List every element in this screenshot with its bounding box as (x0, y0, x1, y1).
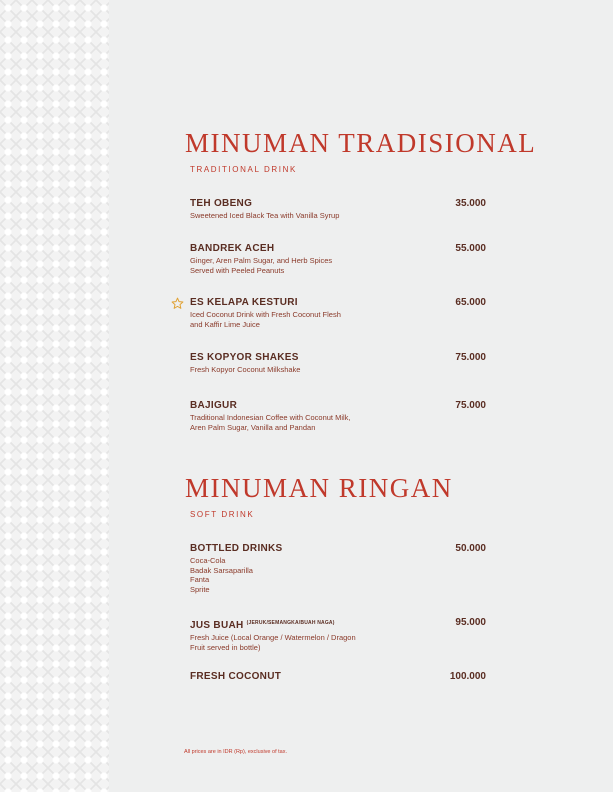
menu-item-bajigur (190, 400, 490, 432)
item-description (190, 211, 490, 221)
menu-item-jus-buah (190, 617, 490, 652)
item-price: 75.000 (455, 400, 486, 411)
item-description-line: Fresh Juice (Local Orange / Watermelon / Dragon (190, 633, 356, 642)
item-name: JUS BUAH (190, 620, 244, 631)
item-description (190, 365, 490, 375)
item-name-row (190, 617, 490, 632)
section-subtitle-traditional: TRADITIONAL DRINK (190, 165, 297, 174)
star-outline-icon (171, 297, 184, 310)
item-name: BANDREK ACEH (190, 243, 275, 254)
item-name: BAJIGUR (190, 400, 238, 411)
section-subtitle-soft-drink: SOFT DRINK (190, 510, 255, 519)
menu-item-bandrek-aceh (190, 243, 490, 275)
menu-item-es-kelapa-kesturi (190, 297, 490, 329)
menu-item-bottled-drinks (190, 543, 490, 594)
item-price: 75.000 (455, 352, 486, 363)
item-name: ES KOPYOR SHAKES (190, 352, 299, 363)
price-footnote: All prices are in IDR (Rp), exclusive of tax. (184, 749, 288, 755)
item-price: 65.000 (455, 297, 486, 308)
item-name-note: (JERUK/SEMANGKA/BUAH NAGA) (246, 620, 335, 626)
item-description-line: Aren Palm Sugar, Vanilla and Pandan (190, 422, 316, 432)
item-description-line: Coca-Cola (190, 556, 226, 565)
item-description-line: and Kaffir Lime Juice (190, 319, 260, 329)
item-name: FRESH COCONUT (190, 671, 282, 682)
item-name: ES KELAPA KESTURI (190, 297, 298, 308)
item-description (190, 256, 490, 275)
item-description-line: Sprite (190, 584, 210, 594)
item-description-line: Ginger, Aren Palm Sugar, and Herb Spices (190, 256, 333, 265)
menu-item-teh-obeng (190, 198, 490, 221)
item-price: 50.000 (455, 543, 486, 554)
item-description-line: Iced Coconut Drink with Fresh Coconut Flesh (190, 310, 341, 319)
item-price: 95.000 (455, 617, 486, 628)
item-description-line: Traditional Indonesian Coffee with Coconut Milk, (190, 413, 351, 422)
menu-item-es-kopyor-shakes (190, 352, 490, 375)
item-description-line: Fresh Kopyor Coconut Milkshake (190, 365, 301, 374)
item-name: TEH OBENG (190, 198, 253, 209)
item-price: 55.000 (455, 243, 486, 254)
item-description (190, 310, 490, 329)
item-description-line: Served with Peeled Peanuts (190, 265, 285, 275)
menu-item-fresh-coconut (190, 671, 490, 683)
item-description (190, 556, 490, 594)
section-title-soft-drink: MINUMAN RINGAN (185, 473, 453, 503)
item-description (190, 413, 490, 432)
decorative-pattern-strip (0, 0, 109, 792)
item-description (190, 633, 490, 652)
item-description-line: Fruit served in bottle) (190, 642, 261, 652)
item-name: BOTTLED DRINKS (190, 543, 283, 554)
item-description-line: Badak Sarsaparilla (190, 565, 253, 575)
section-title-traditional: MINUMAN TRADISIONAL (185, 128, 537, 158)
item-description-line: Fanta (190, 575, 210, 584)
item-price: 35.000 (455, 198, 486, 209)
item-description-line: Sweetened Iced Black Tea with Vanilla Syrup (190, 211, 340, 220)
item-price: 100.000 (449, 671, 486, 682)
